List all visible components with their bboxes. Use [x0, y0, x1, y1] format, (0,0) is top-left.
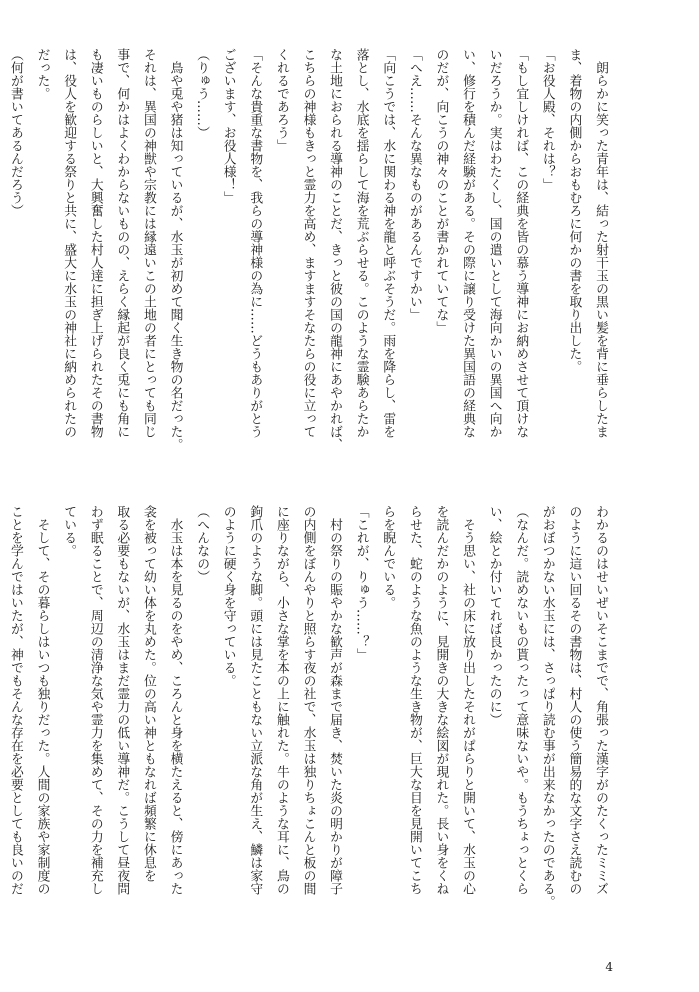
text-line: 「へえ……そんな異なものがあるんですかい」	[406, 48, 422, 321]
text-line: 村の祭りの賑やかな歓声が森まで届き、焚いた炎の明かりが障子	[327, 505, 343, 895]
text-line: ま、着物の内側からおもむろに何かの書を取り出した。	[566, 48, 582, 373]
text-line: 朗らかに笑った青年は、結った射干玉の黒い髪を背に垂らしたま	[593, 48, 608, 438]
text-line: い、絵とか付いてれば良かったのに）	[486, 505, 502, 726]
text-line: そう思い、社の床に放り出したそれがぱらりと開いて、水玉の心	[460, 505, 476, 895]
text-line: のだが、向こうの神々のことが書かれていてな」	[433, 48, 449, 334]
text-line: 落とし、水底を揺らして海を荒ぶらせる。このような霊験あらたか	[353, 48, 369, 438]
text-line: の内側をぼんやりと照らす夜の社で、水玉は独りちょこんと板の間	[300, 505, 316, 895]
text-line: らを睨んでいる。	[380, 505, 396, 609]
text-line: い、修行を積んだ経験がある。その際に譲り受けた異国語の経典な	[460, 48, 476, 438]
text-line: （何が書いてあるんだろう）	[7, 48, 23, 217]
text-line: 「これが、りゅう……？」	[353, 505, 369, 661]
text-line: を読んだかのように、見開きの大きな絵図が現れた。長い身をくね	[433, 505, 449, 895]
text-line: がおぼつかない水玉には、さっぱり読む事が出来なかったのである。	[539, 505, 555, 908]
text-line: だった。	[34, 48, 50, 100]
text-line: 事で、何かはよくわからないものの、えらく縁起が良く兎にも角に	[114, 48, 130, 438]
text-line: 「もし宜しければ、この経典を皆の慕う導神にお納めさせて頂けな	[513, 48, 529, 438]
text-line: 取る必要もないが、水玉はまだ霊力の低い導神だ。こうして昼夜問	[114, 505, 130, 895]
text-line: に座りながら、小さな掌を本の上に触れた。牛のような耳に、鳥の	[273, 505, 289, 895]
text-line: 「お役人殿、それは？」	[539, 48, 555, 191]
text-line: な土地におられる導神のことだ、きっと彼の国の龍神にあやかれば、	[327, 48, 343, 451]
text-line: も凄いものらしいと、大興奮した村人達に担ぎ上げられたその書物	[87, 48, 103, 438]
text-line: わず眠ることで、周辺の清浄な気や霊力を集めて、その力を補充し	[87, 505, 103, 895]
page-number: 4	[605, 960, 613, 974]
text-line: 「そんな貴重な書物を、我らの導神様の為に……どうもありがとう	[247, 48, 263, 438]
text-line: こちらの神様もきっと霊力を高め、ますますそなたらの役に立って	[300, 48, 316, 438]
text-line: そして、その暮らしはいつも独りだった。人間の家族や家制度の	[34, 505, 50, 895]
text-line: 「向こうでは、水に関わる神を龍と呼ぶそうだ。雨を降らし、雷を	[380, 48, 396, 438]
text-line: のように這い回るその書物は、村人の使う簡易的な文字さえ読むの	[566, 505, 582, 895]
text-line: わかるのはせいぜいそこまでで、角張った漢字がのたくったミミズ	[593, 505, 608, 895]
text-line: それは、異国の神獣や宗教には縁遠いこの土地の者にとっても同じ	[140, 48, 156, 438]
text-line: 衾を被って幼い体を丸めた。位の高い神ともなれば頻繁に休息を	[140, 505, 156, 882]
text-line: ございます、お役人様！」	[220, 48, 236, 204]
text-line: （へんなの）	[194, 505, 210, 583]
text-line: くれるであろう」	[273, 48, 289, 152]
text-line: らせた、蛇のような魚のような生き物が、巨大な目を見開いてこち	[406, 505, 422, 895]
text-line: （なんだ。読めないもの貰ったって意味ないや。もうちょっとくら	[513, 505, 529, 895]
text-line: のように硬く身を守っている。	[220, 505, 236, 687]
text-line: は、役人を歓迎する祭りと共に、盛大に水玉の神社に納められたの	[61, 48, 77, 438]
text-line: ことを学んではいたが、神でもそんな存在を必要としても良いのだ	[7, 505, 23, 895]
text-line: 鳥や兎や猪は知っているが、水玉が初めて聞く生き物の名だった。	[167, 48, 183, 451]
lower-text-block	[7, 505, 613, 951]
text-line: いだろうか。実はわたくし、国の遣いとして海向かいの異国へ向か	[486, 48, 502, 438]
text-line: （りゅう……）	[194, 48, 210, 139]
text-line: 水玉は本を見るのをやめ、ころんと身を横たえると、傍にあった	[167, 505, 183, 895]
upper-text-block	[7, 48, 613, 494]
text-line: ている。	[61, 505, 77, 557]
text-line: 鉤爪のような脚。頭には見たこともない立派な角が生え、鱗は家守	[247, 505, 263, 895]
